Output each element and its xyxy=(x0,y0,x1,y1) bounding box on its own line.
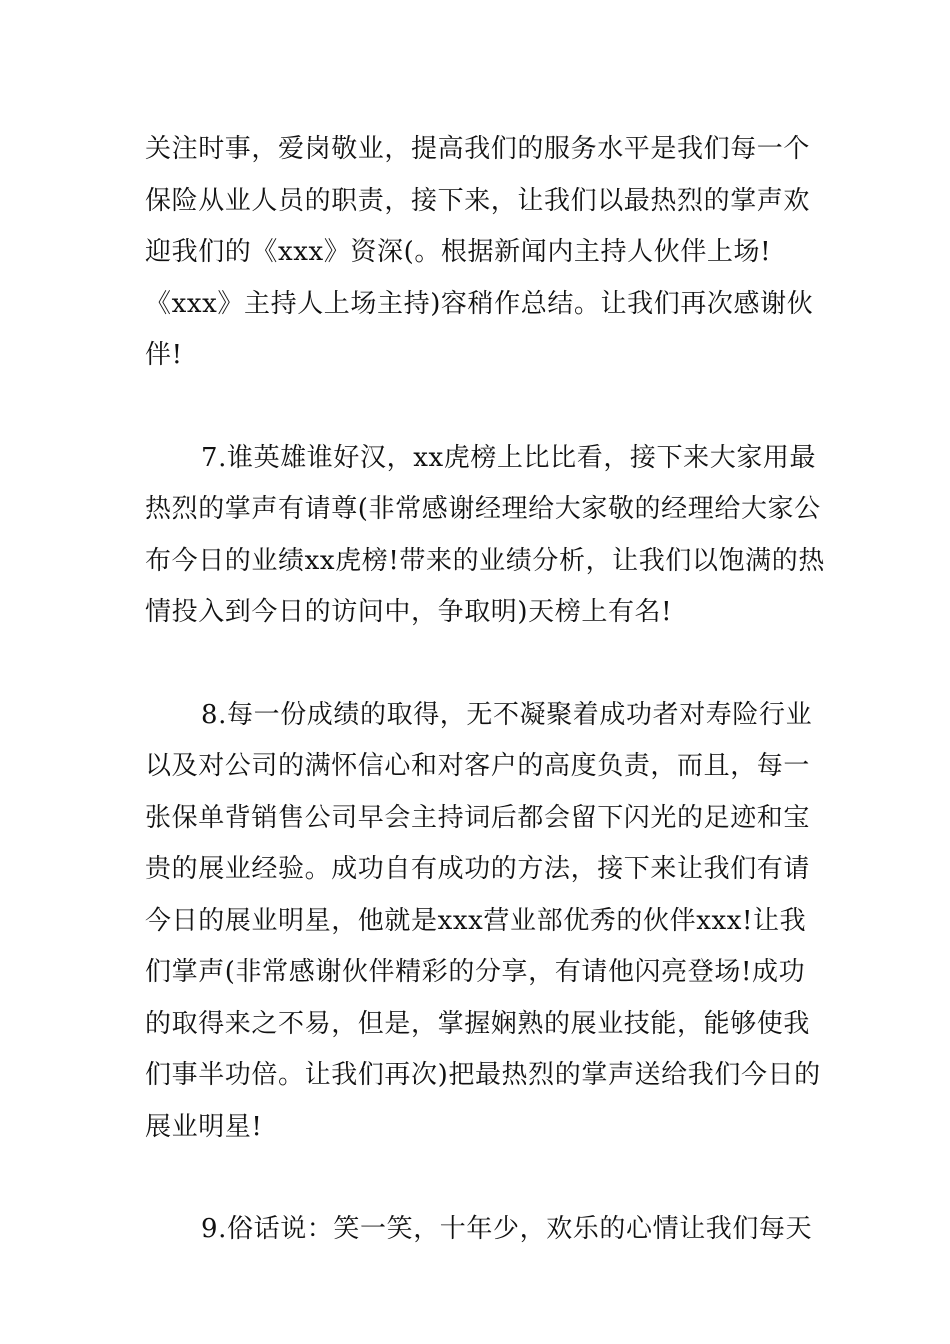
text-line: 以及对公司的满怀信心和对客户的高度负责，而且，每一 xyxy=(145,751,811,781)
text-line: 热烈的掌声有请尊(非常感谢经理给大家敬的经理给大家公 xyxy=(145,494,821,524)
text-line: 迎我们的《xxx》资深(。根据新闻内主持人伙伴上场! xyxy=(145,237,772,267)
text-line: 8.每一份成绩的取得，无不凝聚着成功者对寿险行业 xyxy=(201,699,813,730)
text-line: 今日的展业明星，他就是xxx营业部优秀的伙伴xxx!让我 xyxy=(145,905,807,936)
paragraph-7 xyxy=(145,433,825,639)
text-line: 贵的展业经验。成功自有成功的方法，接下来让我们有请 xyxy=(145,854,811,884)
text-line: 展业明星! xyxy=(145,1111,263,1142)
text-line: 们事半功倍。让我们再次)把最热烈的掌声送给我们今日的 xyxy=(145,1060,821,1090)
document-body xyxy=(145,124,825,1307)
text-line: 情投入到今日的访问中，争取明)天榜上有名! xyxy=(145,597,673,627)
text-line: 《xxx》主持人上场主持)容稍作总结。让我们再次感谢伙 xyxy=(145,288,814,319)
text-line: 关注时事，爱岗敬业，提高我们的服务水平是我们每一个 xyxy=(145,134,811,164)
text-line: 伴! xyxy=(145,340,183,370)
paragraph-continuation xyxy=(145,124,814,382)
text-line: 的取得来之不易，但是，掌握娴熟的展业技能，能够使我 xyxy=(145,1008,811,1039)
text-line: 保险从业人员的职责，接下来，让我们以最热烈的掌声欢 xyxy=(145,185,811,216)
text-line: 布今日的业绩xx虎榜!带来的业绩分析，让我们以饱满的热 xyxy=(145,545,825,576)
paragraph-9 xyxy=(145,1204,813,1256)
text-line: 们掌声(非常感谢伙伴精彩的分享，有请他闪亮登场!成功 xyxy=(145,957,806,987)
text-line: 9.俗话说：笑一笑，十年少，欢乐的心情让我们每天 xyxy=(201,1214,813,1244)
text-line: 张保单背销售公司早会主持词后都会留下闪光的足迹和宝 xyxy=(145,802,811,833)
paragraph-8 xyxy=(145,690,821,1154)
text-line: 7.谁英雄谁好汉，xx虎榜上比比看，接下来大家用最 xyxy=(201,442,817,473)
